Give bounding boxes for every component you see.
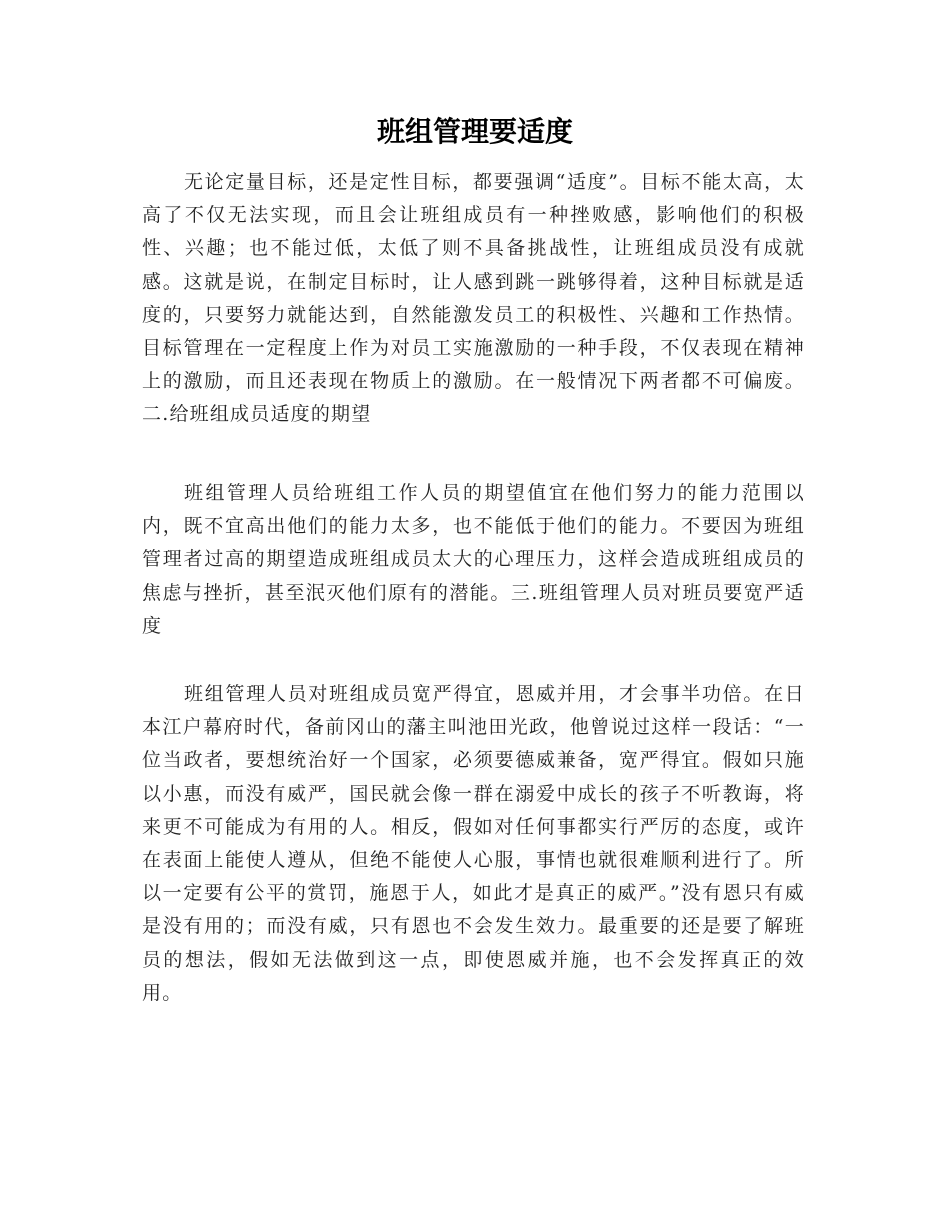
paragraph-1: 无论定量目标，还是定性目标，都要强调“适度”。目标不能太高，太高了不仅无法实现，而且会让班组成员有一种挫败感，影响他们的积极性、兴趣；也不能过低，太低了则不具备挑战性，让班组成员没有成就感。这就是说，在制定目标时，让人感到跳一跳够得着，这种目标就是适度的，只要努力就能达到，自然能激发员工的积极性、兴趣和工作热情。目标管理在一定程度上作为对员工实施激励的一种手段，不仅表现在精神上的激励，而且还表现在物质上的激励。在一般情况下两者都不可偏废。二.给班组成员适度的期望 bbox=[142, 171, 805, 426]
paragraph-3: 班组管理人员对班组成员宽严得宜，恩威并用，才会事半功倍。在日本江户幕府时代，备前冈山的藩主叫池田光政，他曾说过这样一段话：“一位当政者，要想统治好一个国家，必须要德威兼备，宽严得宜。假如只施以小惠，而没有威严，国民就会像一群在溺爱中成长的孩子不听教诲，将来更不可能成为有用的人。相反，假如对任何事都实行严厉的态度，或许在表面上能使人遵从，但绝不能使人心服，事情也就很难顺利进行了。所以一定要有公平的赏罚，施恩于人，如此才是真正的威严。”没有恩只有威是没有用的；而没有威，只有恩也不会发生效力。最重要的还是要了解班员的想法，假如无法做到这一点，即使恩威并施，也不会发挥真正的效用。 bbox=[142, 683, 805, 1004]
paragraph-2: 班组管理人员给班组工作人员的期望值宜在他们努力的能力范围以内，既不宜高出他们的能力太多，也不能低于他们的能力。不要因为班组管理者过高的期望造成班组成员太大的心理压力，这样会造成班组成员的焦虑与挫折，甚至泯灭他们原有的潜能。三.班组管理人员对班员要宽严适度 bbox=[142, 482, 805, 637]
document-title: 班组管理要适度 bbox=[376, 115, 573, 148]
